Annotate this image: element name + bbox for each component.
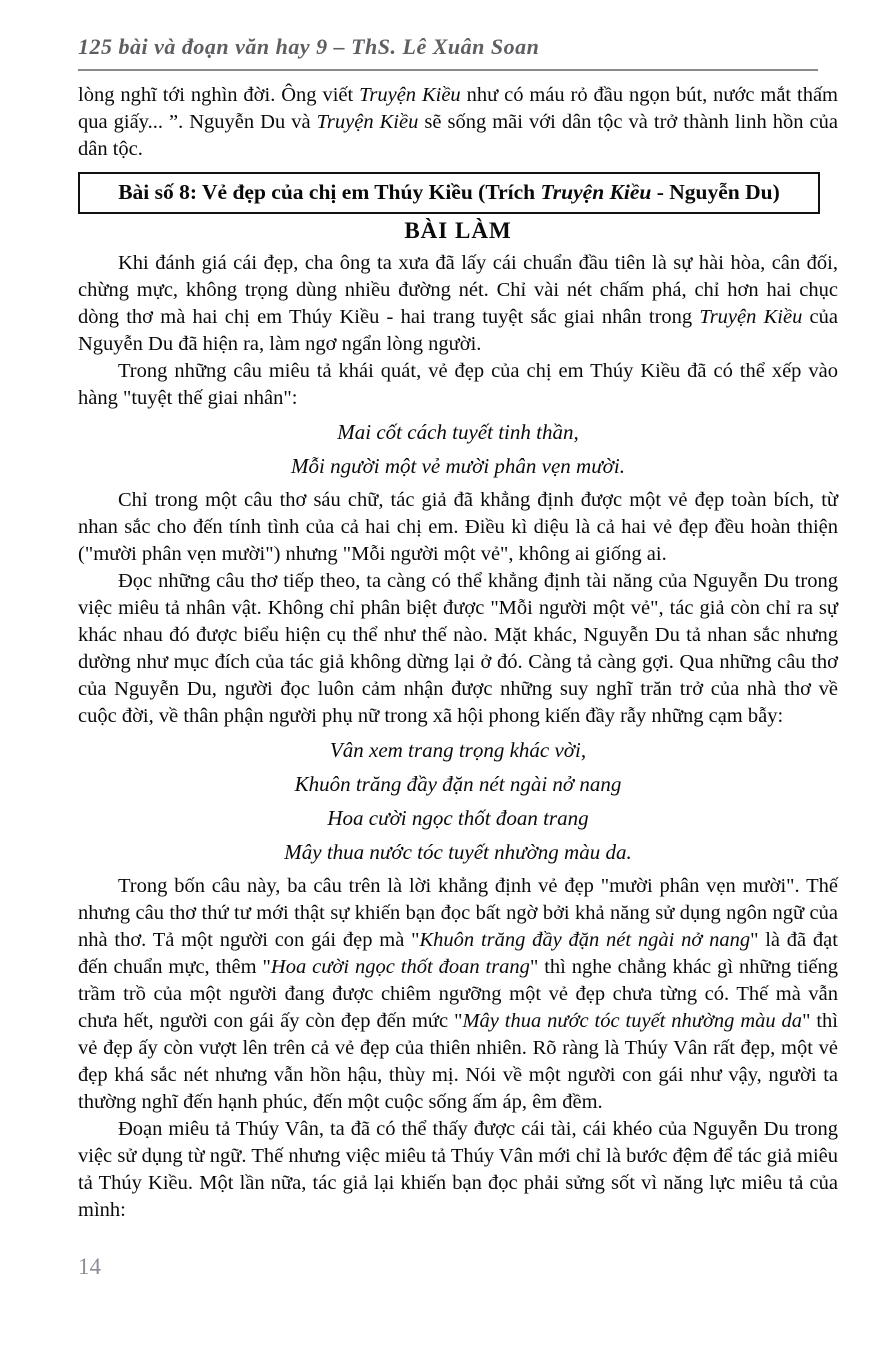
page-body <box>78 82 838 1224</box>
paragraph: Trong bốn câu này, ba câu trên là lời khẳng định vẻ đẹp "mười phân vẹn mười". Thế nhưng câu thơ thứ tư mới thật sự khiến bạn đọc bất ngờ bởi khả năng sử dụng ngôn ngữ của nhà thơ. Tả một người con gái đẹp mà "Khuôn trăng đầy đặn nét ngài nở nang" là đã đạt đến chuẩn mực, thêm "Hoa cười ngọc thốt đoan trang" thì nghe chẳng khác gì những tiếng trầm trồ của một người đang được chiêm ngưỡng một vẻ đẹp chưa từng có. Thế mà vẫn chưa hết, người con gái ấy còn đẹp đến mức "Mây thua nước tóc tuyết nhường màu da" thì vẻ đẹp ấy còn vượt lên trên cả vẻ đẹp của thiên nhiên. Rõ ràng là Thúy Vân rất đẹp, một vẻ đẹp khá sắc nét nhưng vẫn hồn hậu, thùy mị. Nói về một người con gái như vậy, người ta thường nghĩ đến hạnh phúc, đến một cuộc sống ấm áp, êm đềm. <box>78 875 838 1113</box>
verse-line: Khuôn trăng đầy đặn nét ngài nở nang <box>294 772 622 796</box>
paragraph: Khi đánh giá cái đẹp, cha ông ta xưa đã lấy cái chuẩn đầu tiên là sự hài hòa, cân đối, chừng mực, không trọng dùng nhiều đường nét. Chỉ vài nét chấm phá, chỉ hơn hai chục dòng thơ mà hai chị em Thúy Kiều - hai trang tuyệt sắc giai nhân trong Truyện Kiều của Nguyễn Du đã hiện ra, làm ngơ ngẩn lòng người. <box>78 252 839 355</box>
lesson-title-box <box>78 172 820 214</box>
running-head: 125 bài và đoạn văn hay 9 – ThS. Lê Xuân Soan <box>78 34 818 71</box>
verse-block <box>78 733 838 869</box>
verse-line: Hoa cười ngọc thốt đoan trang <box>327 806 589 830</box>
lesson-title: Bài số 8: Vẻ đẹp của chị em Thúy Kiều (Trích Truyện Kiều - Nguyễn Du) <box>118 180 780 204</box>
verse-line: Mây thua nước tóc tuyết nhường màu da. <box>284 840 632 864</box>
verse-line: Mai cốt cách tuyết tinh thần, <box>337 420 579 444</box>
page-number: 14 <box>78 1254 101 1279</box>
paragraph: Đọc những câu thơ tiếp theo, ta càng có thể khẳng định tài năng của Nguyễn Du trong việc miêu tả nhân vật. Không chỉ phân biệt được "Mỗi người một vẻ", tác giả còn chỉ ra sự khác nhau đó được biểu hiện cụ thể như thế nào. Mặt khác, Nguyễn Du tả nhan sắc nhưng dường như mục đích của tác giả không dừng lại ở đó. Càng tả càng gợi. Qua những câu thơ của Nguyễn Du, người đọc luôn cảm nhận được những suy nghĩ trăn trở của nhà thơ về cuộc đời, về thân phận người phụ nữ trong xã hội phong kiến đầy rẫy những cạm bẫy: <box>78 570 838 727</box>
paragraph: Trong những câu miêu tả khái quát, vẻ đẹp của chị em Thúy Kiều đã có thể xếp vào hàng "tuyệt thế giai nhân": <box>78 360 838 409</box>
verse-block <box>78 415 838 483</box>
paragraph: Đoạn miêu tả Thúy Vân, ta đã có thể thấy được cái tài, cái khéo của Nguyễn Du trong việc sử dụng từ ngữ. Thế nhưng việc miêu tả Thúy Vân mới chỉ là bước đệm để tác giả miêu tả Thúy Kiều. Một lần nữa, tác giả lại khiến bạn đọc phải sửng sốt vì năng lực miêu tả của mình: <box>78 1118 838 1221</box>
paragraph: Chỉ trong một câu thơ sáu chữ, tác giả đã khẳng định được một vẻ đẹp toàn bích, từ nhan sắc cho đến tính tình của cả hai chị em. Điều kì diệu là cả hai vẻ đẹp đều hoàn thiện ("mười phân vẹn mười") nhưng "Mỗi người một vẻ", không ai giống ai. <box>78 489 838 565</box>
paragraph-continuation: lòng nghĩ tới nghìn đời. Ông viết Truyện Kiều như có máu rỏ đầu ngọn bút, nước mắt thấm qua giấy... ”. Nguyễn Du và Truyện Kiều sẽ sống mãi với dân tộc và trở thành linh hồn của dân tộc. <box>78 84 839 160</box>
verse-line: Mỗi người một vẻ mười phân vẹn mười. <box>291 454 625 478</box>
section-heading-bai-lam: BÀI LÀM <box>404 218 512 243</box>
verse-line: Vân xem trang trọng khác vời, <box>329 738 587 762</box>
